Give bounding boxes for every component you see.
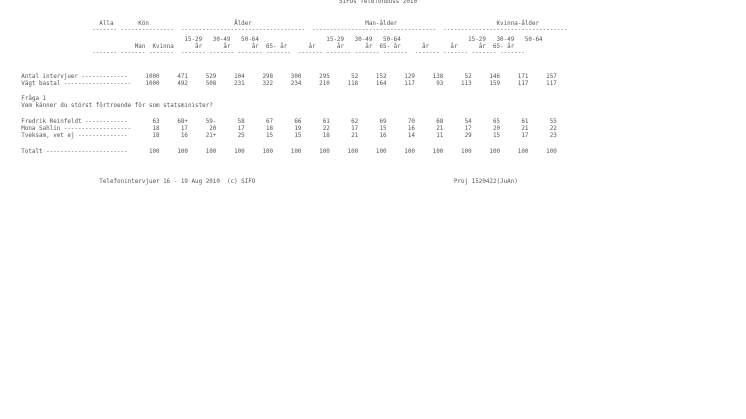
header-age-bands: 15-29 30-49 50-64 15-29 30-49 50-64 15-29 30-49 50-64 (0, 37, 543, 43)
question-text: Vem känner du störst förtroende för som statsminister? (0, 103, 213, 109)
row-fredrik-reinfeldt: Fredrik Reinfeldt ------------ 63 68+ 59- 58 67 66 61 62 69 70 68 54 65 61 55 (0, 119, 557, 125)
header-groups: Alla Kön Ålder Man-ålder Kvinna-ålder (0, 21, 540, 27)
row-totalt: Totalt ----------------------- 100 100 100 100 100 100 100 100 100 100 100 100 100 100 100 (0, 149, 557, 155)
question-number: Fråga 1 (0, 96, 47, 102)
report-footer: Telefonintervjuer 16 - 19 Aug 2010 (c) SIFO Proj 1520422(JuAn) (0, 179, 518, 185)
header-columns-underline: ------- ------- ------- ------- ------- ------- ------- ------- ------- ------- ------- ------- ------- ------- ------- (0, 50, 525, 56)
row-tveksam: Tveksam, vet ej -------------- 18 16 21+ 25 15 15 18 21 16 14 11 29 15 17 23 (0, 133, 557, 139)
header-groups-underline: ------- --------------- ----------------------------------- ----------------------------------- ----------------------------------- (0, 27, 568, 33)
header-columns: Man Kvinna år år år 65- år år år år 65- år år år år 65- år (0, 44, 515, 50)
row-vagt-bastal: Vägt bastal ------------------- 1000 492 508 231 322 234 210 118 164 117 93 113 159 117 117 (0, 81, 557, 87)
row-antal-intervjuer: Antal intervjuer ------------- 1000 471 529 104 298 300 295 52 152 129 138 52 146 171 157 (0, 74, 557, 80)
row-mona-sahlin: Mona Sahlin ------------------- 18 17 20 17 18 19 22 17 15 16 21 17 20 21 22 (0, 126, 557, 132)
report-title: SIFOs Telefonbuss 2010 (339, 0, 418, 5)
